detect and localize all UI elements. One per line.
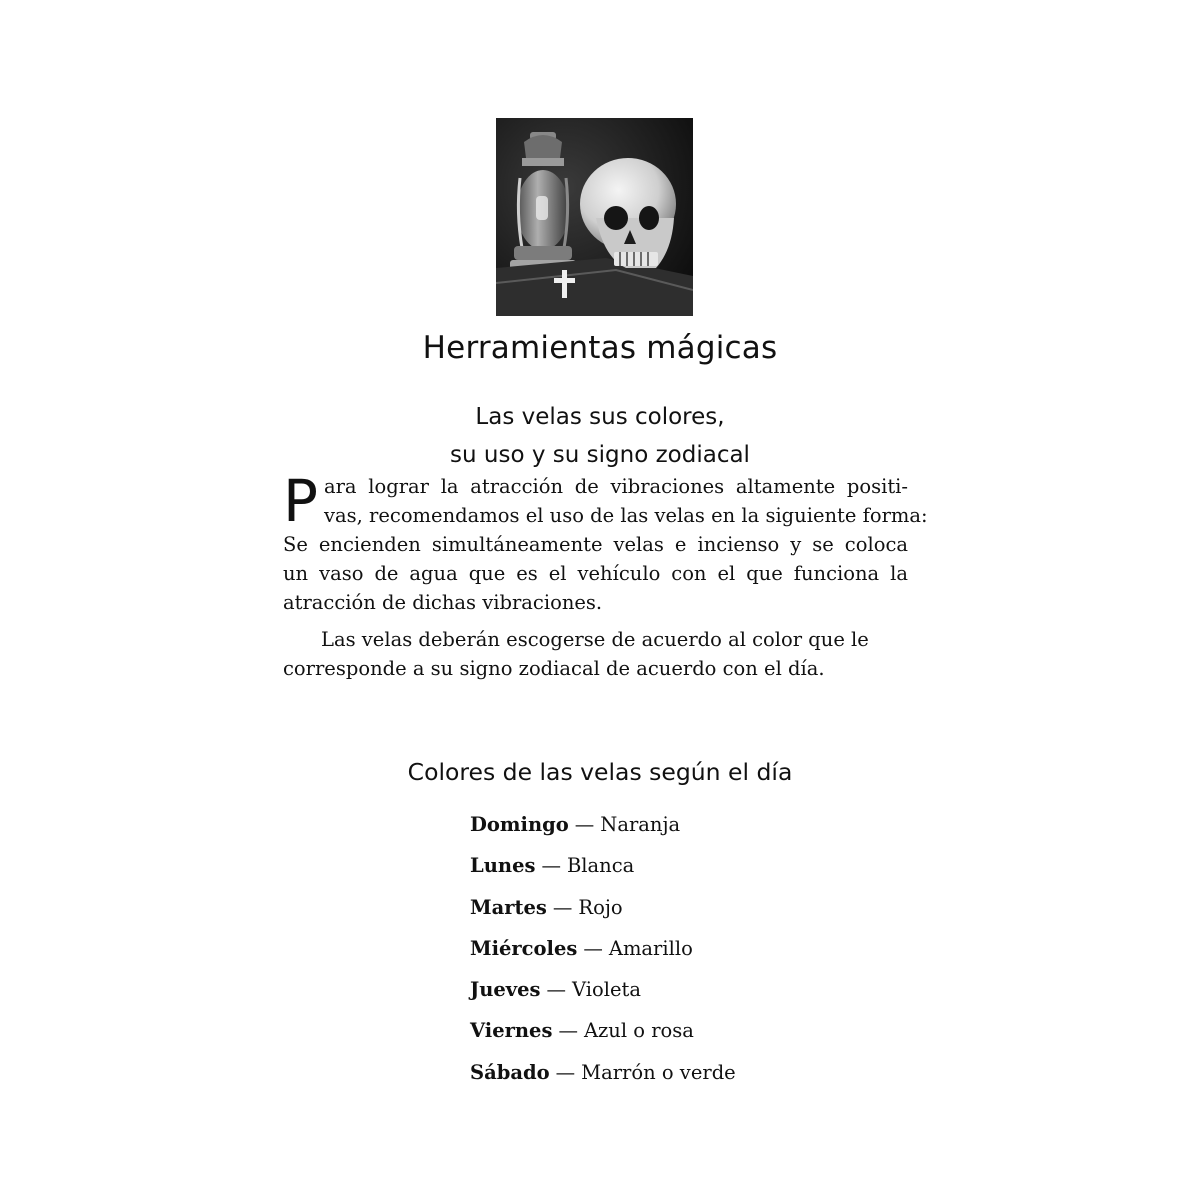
day-color-list: [470, 806, 736, 1095]
candle-color: Marrón o verde: [581, 1060, 736, 1084]
list-item: [470, 806, 736, 847]
intro-paragraph: [283, 467, 928, 617]
day-name: Jueves: [470, 978, 541, 1002]
subtitle-line-2: su uso y su signo zodiacal: [450, 442, 750, 468]
candle-color: Naranja: [600, 813, 681, 836]
day-name: Domingo: [470, 813, 569, 836]
candle-color: Azul o rosa: [583, 1019, 694, 1043]
day-name: Martes: [470, 895, 547, 919]
day-name: Sábado: [470, 1060, 550, 1084]
paragraph-line: corresponde a su signo zodiacal de acuerdo con el día.: [283, 657, 825, 680]
list-item: [470, 1054, 736, 1095]
candle-color: Rojo: [578, 895, 623, 919]
list-item: [470, 1012, 736, 1053]
day-name: Miércoles: [470, 936, 578, 960]
list-item: [470, 971, 736, 1012]
candle-color: Violeta: [572, 978, 641, 1002]
paragraph-line: Se encienden simultáneamente velas e incienso y se coloca: [283, 533, 908, 556]
candle-color: Amarillo: [608, 936, 693, 960]
separator: —: [558, 1019, 578, 1043]
drop-cap: P: [283, 467, 318, 535]
paragraph-line: ara lograr la atracción de vibraciones altamente positi-: [323, 475, 908, 498]
lantern-skull-illustration: [496, 118, 693, 316]
day-name: Viernes: [470, 1019, 553, 1043]
day-name: Lunes: [470, 854, 536, 878]
separator: —: [546, 978, 567, 1002]
paragraph-line: un vaso de agua que es el vehículo con el que funciona la: [283, 562, 908, 585]
separator: —: [583, 936, 603, 960]
body-text: [283, 467, 928, 683]
list-item: [470, 889, 736, 930]
subtitle-line-1: Las velas sus colores,: [475, 404, 725, 430]
list-item: [470, 930, 736, 971]
paragraph-line: vas, recomendamos el uso de las velas en la siguiente forma:: [323, 504, 928, 527]
section-heading: Colores de las velas según el día: [407, 758, 793, 786]
separator: —: [555, 1060, 576, 1084]
list-item: [470, 847, 736, 888]
paragraph-line: Las velas deberán escogerse de acuerdo al color que le: [321, 628, 869, 651]
separator: —: [541, 854, 561, 878]
page-title: Herramientas mágicas: [422, 330, 778, 366]
paragraph-line: atracción de dichas vibraciones.: [283, 591, 603, 614]
second-paragraph: [283, 625, 908, 683]
separator: —: [574, 813, 595, 836]
page-subtitle: [0, 398, 1200, 474]
candle-color: Blanca: [566, 854, 635, 878]
separator: —: [552, 895, 573, 919]
